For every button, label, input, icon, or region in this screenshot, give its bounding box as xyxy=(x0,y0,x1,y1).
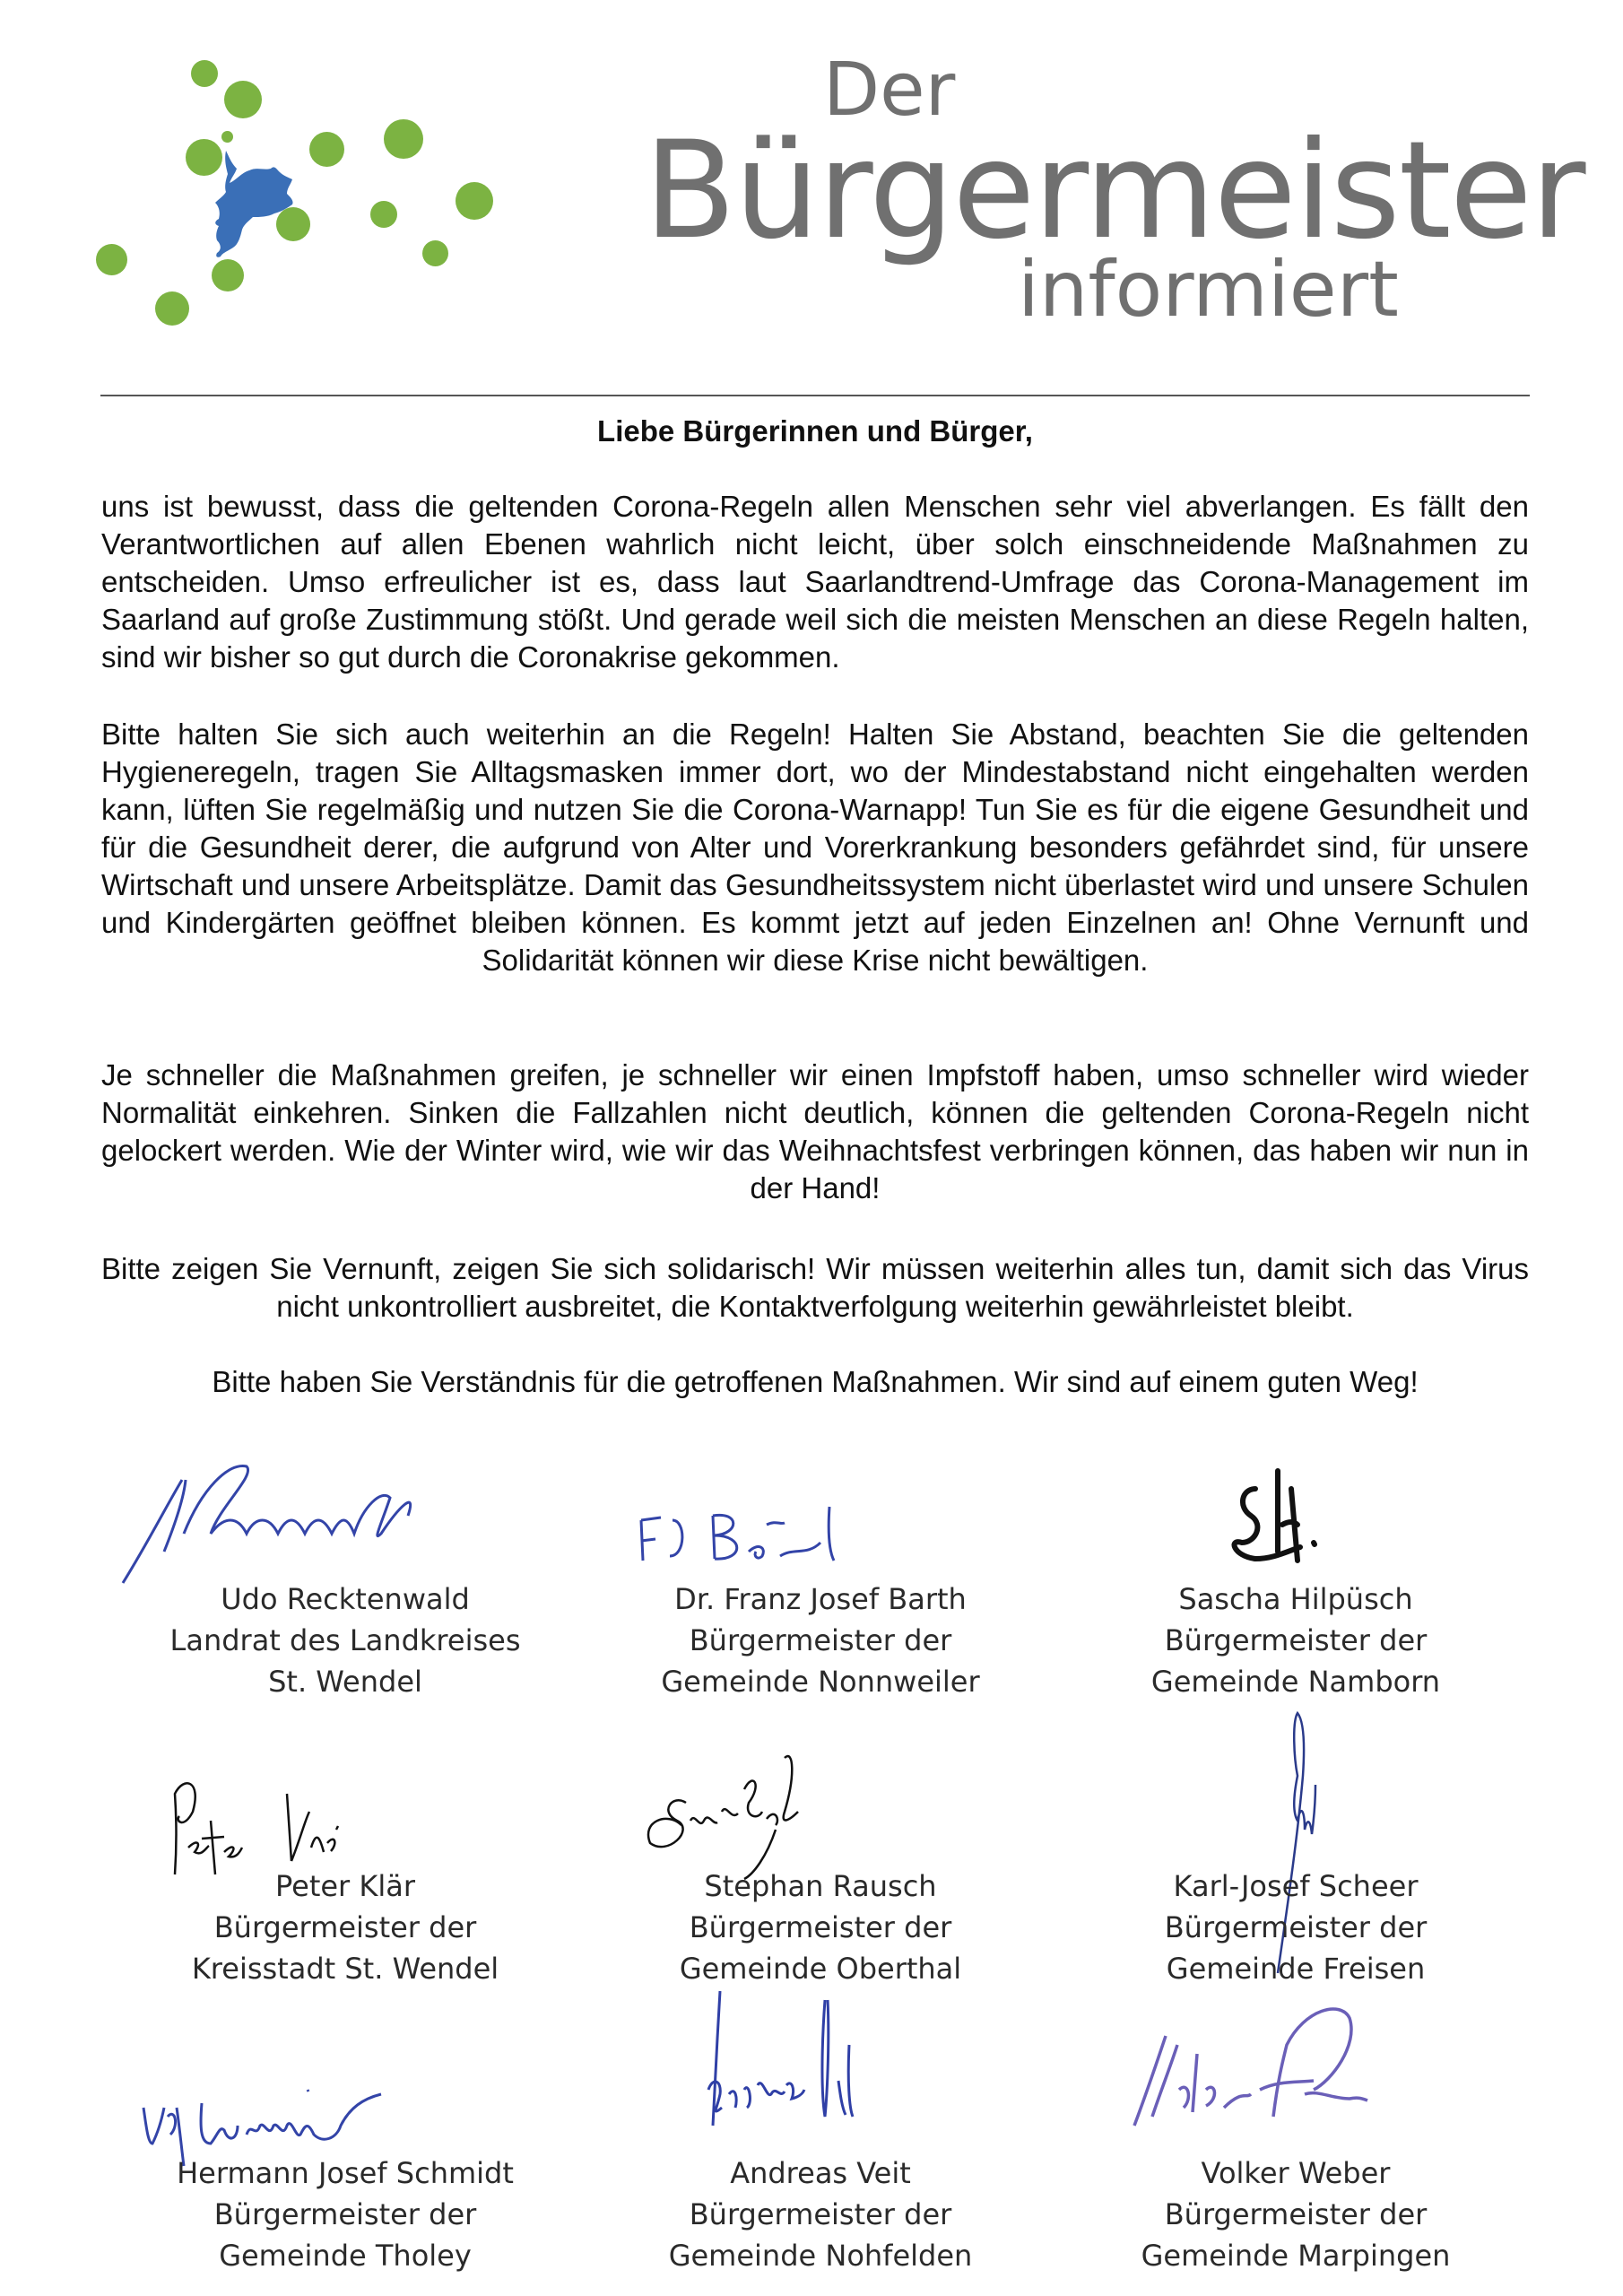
signatory-title: Bürgermeister der xyxy=(213,1910,477,1944)
signatory-place: Gemeinde Nonnweiler xyxy=(661,1665,980,1699)
signatory-name: Karl-Josef Scheer xyxy=(1173,1869,1419,1903)
signatory-place: Kreisstadt St. Wendel xyxy=(191,1952,499,1986)
handwritten-signature xyxy=(1063,1453,1529,1596)
signatory-title: Landrat des Landkreises xyxy=(169,1623,521,1657)
signatory-place: Gemeinde Nohfelden xyxy=(668,2239,973,2273)
wordmark-informiert: informiert xyxy=(1018,245,1399,335)
wordmark-buergermeister: Bürgermeister xyxy=(644,113,1584,269)
signatory-place: Gemeinde Oberthal xyxy=(679,1952,962,1986)
signatory-title: Bürgermeister der xyxy=(689,1623,952,1657)
signatory-name: Udo Recktenwald xyxy=(221,1582,470,1616)
signatory-name: Peter Klär xyxy=(274,1869,416,1903)
signatory-name: Andreas Veit xyxy=(730,2156,911,2190)
wordmark-der: Der xyxy=(823,48,956,133)
signatory-place: St. Wendel xyxy=(268,1665,422,1699)
signatory-place: Gemeinde Marpingen xyxy=(1141,2239,1451,2273)
letter-paragraph-4: Bitte zeigen Sie Vernunft, zeigen Sie sich solidarisch! Wir müssen weiterhin alles tun, damit sich das Virus nicht unkontrolliert ausbreitet, die Kontaktverfolgung weiterhin gewährleistet bleibt. xyxy=(101,1252,1529,1323)
signatory-place: Gemeinde Tholey xyxy=(219,2239,472,2273)
handwritten-signature xyxy=(587,1471,1054,1596)
signatory-title: Bürgermeister der xyxy=(689,2197,952,2231)
signatory-name: Hermann Josef Schmidt xyxy=(177,2156,514,2190)
header-divider xyxy=(100,395,1530,396)
handwritten-signature xyxy=(587,1982,1054,2161)
signatory-place: Gemeinde Namborn xyxy=(1150,1665,1441,1699)
handwritten-signature xyxy=(112,1453,578,1578)
letter-paragraph-1: uns ist bewusst, dass die geltenden Corona-Regeln allen Menschen sehr viel abverlangen. Es fällt den Verantwortlichen auf allen Ebenen wahrlich nicht leicht, über solch einschneidende Maßnahmen zu entscheiden. Umso erfreulicher ist es, dass laut Saarlandtrend-Umfrage das Corona-Management im Saarland auf große Zustimmung stößt. Und gerade weil sich die meisten Menschen an diese Regeln halten, sind wir bisher so gut durch die Coronakrise gekommen. xyxy=(101,490,1529,674)
signatory-title: Bürgermeister der xyxy=(1164,1910,1428,1944)
handwritten-signature xyxy=(112,2009,578,2152)
signatory-name: Sascha Hilpüsch xyxy=(1178,1582,1413,1616)
handwritten-signature xyxy=(587,1722,1054,1883)
signatory-name: Dr. Franz Josef Barth xyxy=(674,1582,967,1616)
signatory-name: Stephan Rausch xyxy=(704,1869,937,1903)
saarland-map-icon xyxy=(72,36,520,341)
letter-paragraph-3: Je schneller die Maßnahmen greifen, je schneller wir einen Impfstoff haben, umso schneller wird wieder Normalität einkehren. Sinken die Fallzahlen nicht deutlich, können die geltenden Corona-Regeln nicht gelockert werden. Wie der Winter wird, wie wir das Weihnachtsfest verbringen können, das haben wir nun in der Hand! xyxy=(101,1058,1529,1205)
signatory-title: Bürgermeister der xyxy=(213,2197,477,2231)
handwritten-signature xyxy=(1063,1982,1529,2161)
letter-paragraph-2: Bitte halten Sie sich auch weiterhin an die Regeln! Halten Sie Abstand, beachten Sie die geltenden Hygieneregeln, tragen Sie Alltagsmasken immer dort, wo der Mindestabstand nicht eingehalten werden kann, lüften Sie regelmäßig und nutzen Sie die Corona-Warnapp! Tun Sie es für die eigene Gesundheit und für die Gesundheit derer, die aufgrund von Alter und Vorerkrankung besonders gefährdet sind, für unsere Wirtschaft und unsere Arbeitsplätze. Damit das Gesundheitssystem nicht überlastet wird und unsere Schulen und Kindergärten geöffnet bleiben können. Es kommt jetzt auf jeden Einzelnen an! Ohne Vernunft und Solidarität können wir diese Krise nicht bewältigen. xyxy=(101,718,1529,977)
handwritten-signature xyxy=(112,1740,578,1883)
signatory-title: Bürgermeister der xyxy=(1164,2197,1428,2231)
signatory-title: Bürgermeister der xyxy=(1164,1623,1428,1657)
signatory-place: Gemeinde Freisen xyxy=(1166,1952,1426,1986)
signatory-title: Bürgermeister der xyxy=(689,1910,952,1944)
letter-greeting: Liebe Bürgerinnen und Bürger, xyxy=(597,414,1033,448)
logo xyxy=(72,36,520,341)
signatory-name: Volker Weber xyxy=(1201,2156,1391,2190)
letter-paragraph-5: Bitte haben Sie Verständnis für die getroffenen Maßnahmen. Wir sind auf einem guten Weg! xyxy=(212,1365,1419,1398)
